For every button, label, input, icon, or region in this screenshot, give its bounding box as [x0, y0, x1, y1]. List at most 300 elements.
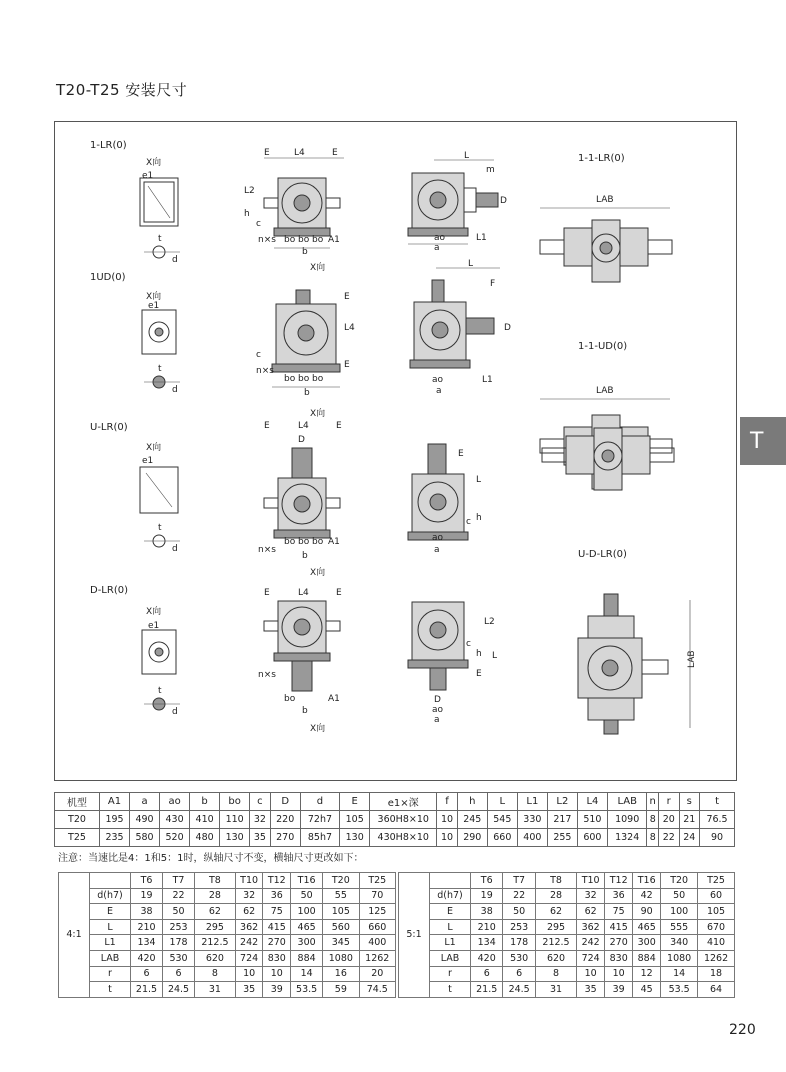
table-cell: 1080 — [661, 950, 698, 966]
table-cell: 10 — [605, 966, 633, 982]
table-cell: 420 — [131, 950, 163, 966]
page-number: 220 — [729, 1022, 756, 1038]
table-header: T12 — [605, 873, 633, 889]
table-cell: 6 — [163, 966, 195, 982]
table-cell: 36 — [263, 888, 291, 904]
dim-c: c — [256, 219, 261, 229]
table-cell: 76.5 — [700, 811, 735, 829]
table-cell: 10 — [437, 829, 458, 847]
ratio-label: 5:1 — [399, 873, 430, 998]
dim-bo: bo — [298, 235, 310, 245]
x-direction-label-front: X向 — [310, 409, 326, 419]
dim-L4: L4 — [298, 588, 309, 598]
table-cell: 31 — [195, 982, 236, 998]
table-cell: 42 — [633, 888, 661, 904]
dim-L2: L2 — [484, 617, 495, 627]
dim-E: E — [336, 421, 342, 431]
table-cell: 32 — [250, 811, 271, 829]
dim-L4: L4 — [344, 323, 355, 333]
table-cell: 220 — [270, 811, 300, 829]
table-cell: 420 — [471, 950, 503, 966]
table-cell: t — [90, 982, 131, 998]
dim-d: d — [172, 707, 178, 717]
table-header: bo — [220, 793, 250, 811]
dim-bo: bo — [284, 694, 296, 704]
table-cell: 20 — [658, 811, 679, 829]
table-cell: 55 — [323, 888, 359, 904]
table-header: ao — [160, 793, 190, 811]
dim-E: E — [264, 148, 270, 158]
table-cell: r — [430, 966, 471, 982]
table-header: n — [647, 793, 659, 811]
table-cell: 530 — [163, 950, 195, 966]
table-cell: 74.5 — [359, 982, 395, 998]
table-cell: 510 — [577, 811, 607, 829]
table-cell: 125 — [359, 904, 395, 920]
table-cell: 242 — [235, 935, 263, 951]
ratio-table-5-1 — [398, 872, 735, 998]
table-row — [59, 935, 396, 951]
dim-n-s: n×s — [258, 545, 276, 555]
table-row — [399, 919, 735, 935]
table-cell: LAB — [90, 950, 131, 966]
dim-A1: A1 — [328, 537, 340, 547]
table-cell: 178 — [503, 935, 535, 951]
table-cell: 8 — [647, 811, 659, 829]
table-header: E — [340, 793, 370, 811]
dim-d: d — [172, 385, 178, 395]
table-header: t — [700, 793, 735, 811]
dim-ao: ao — [434, 233, 446, 243]
table-cell: 20 — [359, 966, 395, 982]
dim-bo: bo — [284, 235, 296, 245]
dim-E: E — [344, 292, 350, 302]
table-cell: 884 — [633, 950, 661, 966]
dim-e1: e1 — [148, 621, 160, 631]
table-cell: 270 — [263, 935, 291, 951]
table-cell: L1 — [430, 935, 471, 951]
table-cell: 430H8×10 — [370, 829, 437, 847]
table-header: b — [190, 793, 220, 811]
table-cell: 134 — [471, 935, 503, 951]
flange-view-drawing — [136, 455, 186, 555]
section-label-d-lr: D-LR(0) — [90, 585, 128, 596]
table-cell: 62 — [195, 904, 236, 920]
table-cell: 1262 — [698, 950, 735, 966]
dim-b: b — [302, 247, 308, 257]
table-cell: 520 — [160, 829, 190, 847]
table-cell: 1262 — [359, 950, 395, 966]
table-cell: 31 — [535, 982, 576, 998]
table-cell: 415 — [263, 919, 291, 935]
table-cell: 75 — [605, 904, 633, 920]
table-cell: 53.5 — [661, 982, 698, 998]
table-cell: 45 — [633, 982, 661, 998]
dim-n-s: n×s — [258, 670, 276, 680]
x-direction-label: X向 — [146, 292, 162, 302]
table-cell: 270 — [605, 935, 633, 951]
table-header: 机型 — [55, 793, 100, 811]
table-header: LAB — [607, 793, 647, 811]
table-cell: 1080 — [323, 950, 359, 966]
table-cell: 340 — [661, 935, 698, 951]
ratio-label: 4:1 — [59, 873, 90, 998]
dim-c: c — [256, 350, 261, 360]
table-cell: 242 — [577, 935, 605, 951]
dim-E: E — [264, 588, 270, 598]
dim-LAB: LAB — [596, 386, 614, 396]
side-view-drawing — [406, 258, 526, 398]
front-view-drawing — [244, 418, 364, 563]
table-cell: T20 — [55, 811, 100, 829]
dim-b: b — [302, 706, 308, 716]
dim-D: D — [500, 196, 507, 206]
table-row — [59, 919, 396, 935]
table-header: a — [130, 793, 160, 811]
table-row — [399, 935, 735, 951]
flange-view-drawing — [136, 620, 186, 720]
table-cell: 555 — [661, 919, 698, 935]
side-view-drawing — [404, 148, 524, 253]
table-cell: 362 — [577, 919, 605, 935]
table-cell: 724 — [235, 950, 263, 966]
table-header-row — [59, 873, 396, 889]
table-cell: 210 — [131, 919, 163, 935]
table-cell: 210 — [471, 919, 503, 935]
spec-table — [54, 792, 735, 847]
table-header: e1×深 — [370, 793, 437, 811]
table-cell: 22 — [503, 888, 535, 904]
table-cell: 130 — [340, 829, 370, 847]
note-text: 注意：当速比是4：1和5：1时，纵轴尺寸不变，横轴尺寸更改如下： — [58, 853, 364, 864]
table-cell: d(h7) — [430, 888, 471, 904]
table-header: L2 — [547, 793, 577, 811]
table-cell: 212.5 — [195, 935, 236, 951]
table-header: T8 — [535, 873, 576, 889]
dim-e1: e1 — [142, 171, 154, 181]
table-cell: 62 — [577, 904, 605, 920]
table-row — [59, 982, 396, 998]
table-cell: 28 — [535, 888, 576, 904]
table-cell: 178 — [163, 935, 195, 951]
table-cell: T25 — [55, 829, 100, 847]
table-cell: 6 — [131, 966, 163, 982]
dim-L1: L1 — [476, 233, 487, 243]
dim-bo: bo — [312, 235, 324, 245]
table-cell: 85h7 — [300, 829, 339, 847]
table-cell: 6 — [503, 966, 535, 982]
table-cell: L1 — [90, 935, 131, 951]
table-cell: 18 — [698, 966, 735, 982]
dim-ao: ao — [432, 705, 444, 715]
table-cell: 36 — [605, 888, 633, 904]
table-cell: 39 — [605, 982, 633, 998]
dim-L: L — [464, 151, 470, 161]
table-cell: 362 — [235, 919, 263, 935]
table-cell: 19 — [471, 888, 503, 904]
table-cell: 295 — [195, 919, 236, 935]
u-d-lr-drawing — [566, 588, 706, 738]
table-cell: 100 — [661, 904, 698, 920]
table-cell: 255 — [547, 829, 577, 847]
table-cell: 64 — [698, 982, 735, 998]
table-header: T16 — [291, 873, 323, 889]
table-cell: 70 — [359, 888, 395, 904]
table-cell: 19 — [131, 888, 163, 904]
dim-D: D — [434, 695, 441, 705]
table-header — [430, 873, 471, 889]
table-row — [399, 888, 735, 904]
flange-view-drawing — [136, 300, 186, 400]
table-cell: 620 — [535, 950, 576, 966]
table-cell: 10 — [235, 966, 263, 982]
table-cell: 670 — [698, 919, 735, 935]
table-header: D — [270, 793, 300, 811]
table-header: T8 — [195, 873, 236, 889]
table-header: T6 — [471, 873, 503, 889]
table-row — [55, 811, 735, 829]
table-header: T16 — [633, 873, 661, 889]
table-cell: 430 — [160, 811, 190, 829]
table-cell: 660 — [359, 919, 395, 935]
table-cell: 50 — [661, 888, 698, 904]
table-cell: 21 — [679, 811, 700, 829]
table-cell: 10 — [263, 966, 291, 982]
table-cell: 270 — [270, 829, 300, 847]
table-cell: E — [90, 904, 131, 920]
table-cell: 253 — [503, 919, 535, 935]
table-header — [90, 873, 131, 889]
dim-a: a — [436, 386, 442, 396]
table-cell: 465 — [291, 919, 323, 935]
dim-c: c — [466, 517, 471, 527]
dim-a: a — [434, 545, 440, 555]
table-cell: 24.5 — [163, 982, 195, 998]
table-cell: 1324 — [607, 829, 647, 847]
table-cell: 32 — [577, 888, 605, 904]
dim-LAB: LAB — [596, 195, 614, 205]
table-cell: 24 — [679, 829, 700, 847]
table-cell: 545 — [487, 811, 517, 829]
table-cell: 38 — [131, 904, 163, 920]
table-header: h — [457, 793, 487, 811]
table-cell: r — [90, 966, 131, 982]
dim-L: L — [476, 475, 482, 485]
table-cell: 290 — [457, 829, 487, 847]
table-row — [59, 950, 396, 966]
x-direction-label-front: X向 — [310, 263, 326, 273]
x-direction-label-front: X向 — [310, 568, 326, 578]
table-cell: E — [430, 904, 471, 920]
table-cell: LAB — [430, 950, 471, 966]
table-cell: 35 — [235, 982, 263, 998]
table-cell: 830 — [605, 950, 633, 966]
table-cell: t — [430, 982, 471, 998]
table-cell: 245 — [457, 811, 487, 829]
x-direction-label: X向 — [146, 607, 162, 617]
flange-view-drawing — [136, 170, 186, 270]
right-label-1-1-lr: 1-1-LR(0) — [578, 153, 625, 164]
dim-h: h — [476, 649, 482, 659]
table-cell: 39 — [263, 982, 291, 998]
table-cell: 345 — [323, 935, 359, 951]
table-cell: 217 — [547, 811, 577, 829]
dim-L1: L1 — [482, 375, 493, 385]
table-cell: 560 — [323, 919, 359, 935]
dim-e1: e1 — [148, 301, 160, 311]
dim-E: E — [458, 449, 464, 459]
table-cell: 212.5 — [535, 935, 576, 951]
dim-A1: A1 — [328, 235, 340, 245]
dim-L4: L4 — [294, 148, 305, 158]
table-header: T20 — [661, 873, 698, 889]
table-cell: 830 — [263, 950, 291, 966]
dim-t: t — [158, 523, 162, 533]
front-view-drawing — [256, 285, 366, 400]
table-header: T6 — [131, 873, 163, 889]
page-title: T20-T25 安装尺寸 — [56, 81, 188, 99]
table-cell: 295 — [535, 919, 576, 935]
table-cell: 1090 — [607, 811, 647, 829]
table-header: T20 — [323, 873, 359, 889]
dim-bo: bo — [312, 537, 324, 547]
table-header: c — [250, 793, 271, 811]
table-header: f — [437, 793, 458, 811]
table-cell: 60 — [698, 888, 735, 904]
table-header: T7 — [503, 873, 535, 889]
table-header: T10 — [235, 873, 263, 889]
table-header: T25 — [359, 873, 395, 889]
dim-d: d — [172, 255, 178, 265]
table-cell: 72h7 — [300, 811, 339, 829]
dim-b: b — [302, 551, 308, 561]
dim-A1: A1 — [328, 694, 340, 704]
dim-D: D — [504, 323, 511, 333]
table-cell: 410 — [698, 935, 735, 951]
dim-ao: ao — [432, 533, 444, 543]
table-cell: 410 — [190, 811, 220, 829]
table-row — [399, 982, 735, 998]
dim-h: h — [476, 513, 482, 523]
dim-h: h — [244, 209, 250, 219]
dim-t: t — [158, 364, 162, 374]
table-cell: 360H8×10 — [370, 811, 437, 829]
dim-a: a — [434, 243, 440, 253]
table-cell: 8 — [535, 966, 576, 982]
dim-E: E — [476, 669, 482, 679]
table-cell: 400 — [359, 935, 395, 951]
x-direction-label-front: X向 — [310, 724, 326, 734]
side-view-drawing — [404, 598, 504, 723]
table-header: A1 — [100, 793, 130, 811]
table-header: d — [300, 793, 339, 811]
table-row — [59, 888, 396, 904]
table-header-row — [399, 873, 735, 889]
section-tab: T — [740, 417, 786, 465]
right-label-1-1-ud: 1-1-UD(0) — [578, 341, 628, 352]
table-header: T25 — [698, 873, 735, 889]
table-cell: 415 — [605, 919, 633, 935]
dim-m: m — [486, 165, 495, 175]
side-view-drawing — [404, 440, 504, 560]
table-cell: 253 — [163, 919, 195, 935]
table-cell: 14 — [291, 966, 323, 982]
table-header: s — [679, 793, 700, 811]
table-cell: L — [90, 919, 131, 935]
dim-e1: e1 — [142, 456, 154, 466]
table-cell: 62 — [535, 904, 576, 920]
table-cell: d(h7) — [90, 888, 131, 904]
table-header: r — [658, 793, 679, 811]
front-view-drawing — [244, 585, 364, 720]
table-cell: 35 — [577, 982, 605, 998]
table-cell: 660 — [487, 829, 517, 847]
table-cell: 50 — [163, 904, 195, 920]
table-cell: 400 — [517, 829, 547, 847]
ratio-table-4-1 — [58, 872, 396, 998]
table-cell: 600 — [577, 829, 607, 847]
front-view-drawing — [244, 148, 354, 273]
table-cell: 22 — [658, 829, 679, 847]
dim-a: a — [434, 715, 440, 725]
dim-F: F — [490, 279, 496, 289]
table-cell: 10 — [577, 966, 605, 982]
double-lr-drawing — [536, 196, 676, 291]
dim-ao: ao — [432, 375, 444, 385]
section-label-1-lr: 1-LR(0) — [90, 140, 127, 151]
dim-E: E — [264, 421, 270, 431]
dim-E: E — [332, 148, 338, 158]
dim-bo: bo — [284, 374, 296, 384]
table-cell: 300 — [633, 935, 661, 951]
table-cell: 465 — [633, 919, 661, 935]
table-cell: 580 — [130, 829, 160, 847]
double-lr-drawing — [538, 420, 678, 500]
table-cell: 12 — [633, 966, 661, 982]
dim-n-s: n×s — [256, 366, 274, 376]
dim-L2: L2 — [244, 186, 255, 196]
table-cell: 90 — [700, 829, 735, 847]
table-cell: 105 — [323, 904, 359, 920]
table-cell: 16 — [323, 966, 359, 982]
table-cell: L — [430, 919, 471, 935]
table-cell: 100 — [291, 904, 323, 920]
table-cell: 195 — [100, 811, 130, 829]
dim-L4: L4 — [298, 421, 309, 431]
dim-E: E — [344, 360, 350, 370]
table-header-row — [55, 793, 735, 811]
table-header: T10 — [577, 873, 605, 889]
table-row — [55, 829, 735, 847]
dim-LAB: LAB — [687, 650, 697, 668]
dim-t: t — [158, 686, 162, 696]
table-cell: 28 — [195, 888, 236, 904]
right-label-u-d-lr: U-D-LR(0) — [578, 549, 627, 560]
table-cell: 110 — [220, 811, 250, 829]
table-cell: 6 — [471, 966, 503, 982]
dim-E: E — [336, 588, 342, 598]
table-cell: 134 — [131, 935, 163, 951]
table-header: L1 — [517, 793, 547, 811]
dim-d: d — [172, 544, 178, 554]
table-cell: 62 — [235, 904, 263, 920]
table-cell: 300 — [291, 935, 323, 951]
table-cell: 50 — [503, 904, 535, 920]
table-cell: 24.5 — [503, 982, 535, 998]
table-cell: 105 — [340, 811, 370, 829]
table-cell: 724 — [577, 950, 605, 966]
dim-D: D — [298, 435, 305, 445]
